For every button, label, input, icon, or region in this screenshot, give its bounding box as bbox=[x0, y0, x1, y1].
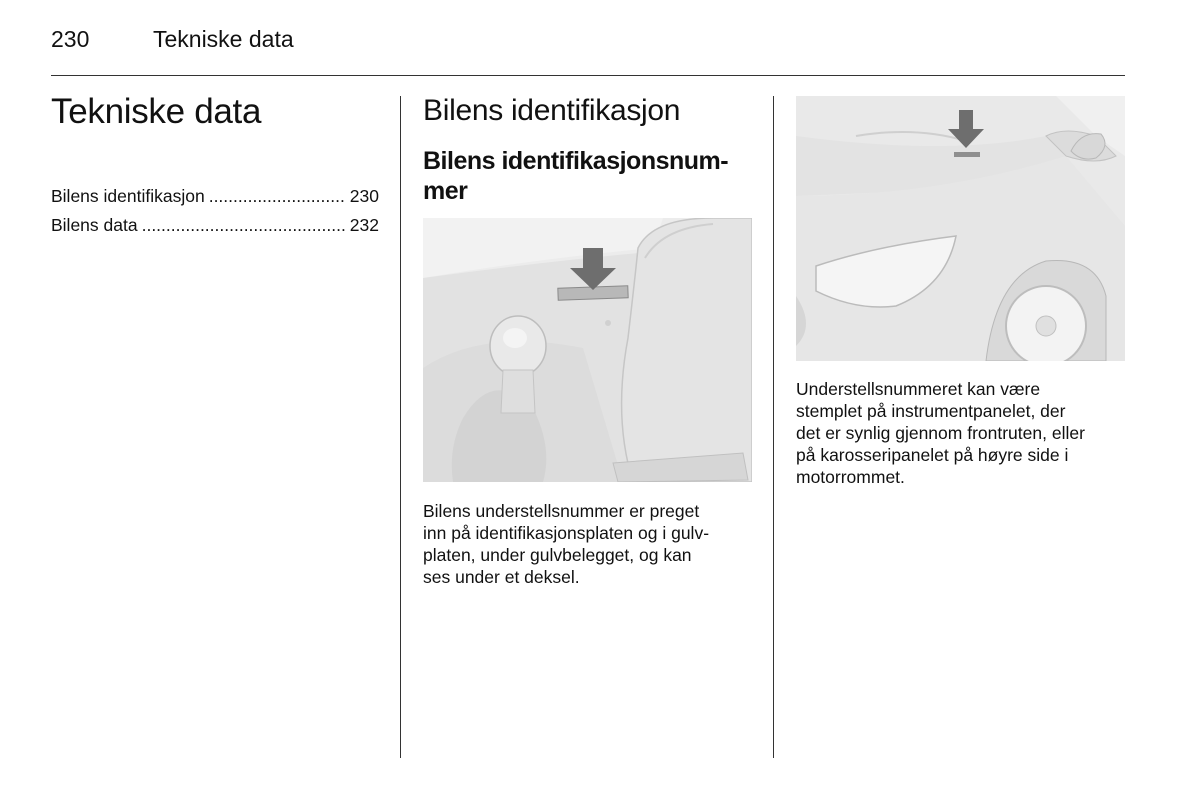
paragraph-line: motorrommet. bbox=[796, 467, 905, 487]
paragraph-line: Bilens understellsnummer er preget bbox=[423, 501, 700, 521]
chapter-column bbox=[51, 92, 379, 244]
gear-shift-floor-plate-illustration bbox=[423, 218, 752, 482]
header-rule bbox=[51, 75, 1125, 76]
exterior-vin-illustration bbox=[796, 96, 1125, 361]
subsection-title-line: Bilens identifikasjonsnum- bbox=[423, 147, 729, 175]
toc-entry[interactable] bbox=[51, 186, 379, 215]
paragraph-line: stemplet på instrumentpanelet, der bbox=[796, 401, 1066, 421]
toc-leader-dots bbox=[142, 215, 346, 236]
car-front-windscreen-illustration bbox=[796, 96, 1125, 361]
paragraph-line: platen, under gulvbelegget, og kan bbox=[423, 545, 692, 565]
subsection-title bbox=[423, 146, 753, 206]
toc-entry-page: 232 bbox=[349, 215, 379, 235]
interior-vin-illustration bbox=[423, 218, 752, 482]
subsection-title-line: mer bbox=[423, 177, 468, 205]
column-divider bbox=[400, 96, 401, 758]
paragraph-line: på karosseripanelet på høyre side i bbox=[796, 445, 1069, 465]
running-header bbox=[51, 26, 294, 53]
page-number: 230 bbox=[51, 26, 90, 52]
table-of-contents bbox=[51, 186, 379, 244]
toc-entry-label: Bilens identifikasjon bbox=[51, 186, 205, 206]
floor-vin-paragraph bbox=[423, 500, 753, 588]
column-divider bbox=[773, 96, 774, 758]
section-title: Bilens identifikasjon bbox=[423, 94, 681, 127]
dashboard-vin-paragraph bbox=[796, 378, 1128, 488]
running-chapter-title: Tekniske data bbox=[152, 26, 294, 52]
toc-entry-label: Bilens data bbox=[51, 215, 138, 235]
chapter-title: Tekniske data bbox=[51, 92, 262, 131]
toc-leader-dots bbox=[209, 186, 346, 207]
paragraph-line: det er synlig gjennom frontruten, eller bbox=[796, 423, 1085, 443]
paragraph-line: Understellsnummeret kan være bbox=[796, 379, 1041, 399]
toc-entry-page: 230 bbox=[349, 186, 379, 206]
paragraph-line: inn på identifikasjonsplaten og i gulv- bbox=[423, 523, 710, 543]
toc-entry[interactable] bbox=[51, 215, 379, 244]
section-column bbox=[423, 94, 753, 206]
paragraph-line: ses under et deksel. bbox=[423, 567, 580, 587]
